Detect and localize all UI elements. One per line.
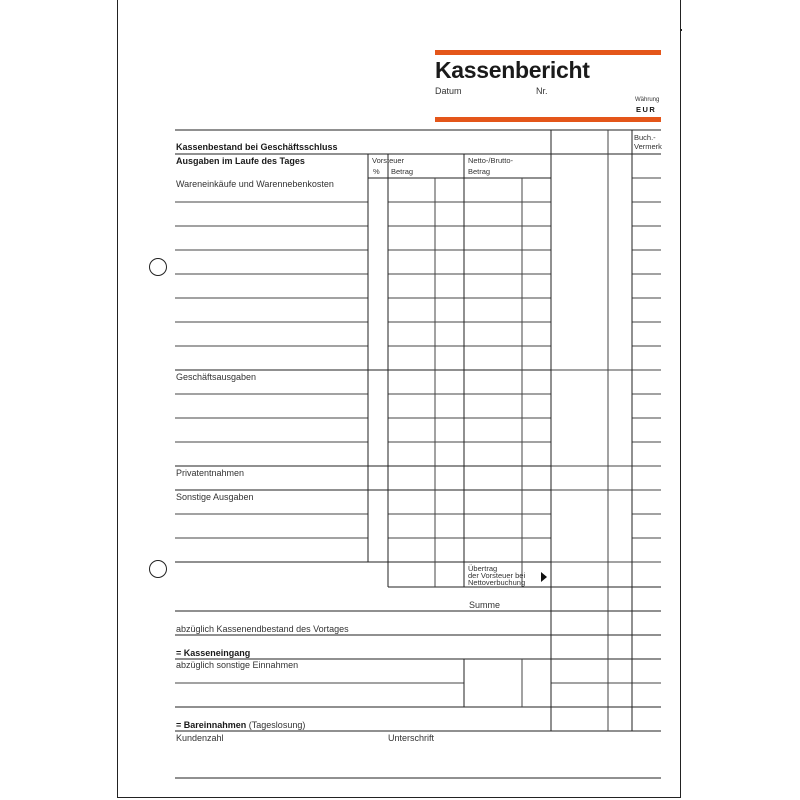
kassenbestand-label: Kassenbestand bei Geschäftsschluss [176, 142, 338, 152]
bareinnahmen-label [176, 721, 305, 730]
uebertrag-label-3: Nettoverbuchung [468, 578, 526, 587]
sonstige-ausgaben-label: Sonstige Ausgaben [176, 492, 254, 502]
vorsteuer-header: Vorsteuer [372, 156, 405, 165]
uebertrag-label-1: Übertrag [468, 564, 498, 573]
waehrung-label: Währung [635, 97, 660, 103]
datum-label: Datum [435, 86, 462, 96]
vermerk-header: Vermerk [634, 142, 662, 151]
wareneinkaeufe-label: Wareneinkäufe und Warennebenkosten [176, 179, 334, 189]
nr-label: Nr. [536, 86, 548, 96]
netto-betrag-header: Betrag [468, 167, 491, 176]
form-title: Kassenbericht [435, 57, 590, 83]
arrow-right-icon [541, 572, 547, 582]
betrag-header: Betrag [391, 167, 414, 176]
abzueglich-einnahmen-label: abzüglich sonstige Einnahmen [176, 660, 299, 670]
summe-label: Summe [469, 600, 501, 610]
kasseneingang-label: = Kasseneingang [176, 648, 251, 658]
abzueglich-kassenendbestand-label: abzüglich Kassenendbestand des Vortages [176, 624, 349, 634]
buch-header: Buch.- [634, 133, 656, 142]
netto-brutto-header: Netto-/Brutto- [468, 156, 514, 165]
uebertrag-label-2: der Vorsteuer bei [468, 571, 526, 580]
kundenzahl-label: Kundenzahl [176, 733, 224, 743]
bareinnahmen-suffix: (Tageslosung) [248, 720, 306, 730]
waehrung-value: EUR [636, 105, 657, 114]
privatentnahmen-label: Privatentnahmen [176, 468, 245, 478]
percent-header: % [373, 167, 380, 176]
unterschrift-label: Unterschrift [388, 733, 435, 743]
ausgaben-label: Ausgaben im Laufe des Tages [176, 156, 305, 166]
geschaeftsausgaben-label: Geschäftsausgaben [176, 372, 257, 382]
bareinnahmen-bold: = Bareinnahmen [176, 720, 247, 730]
